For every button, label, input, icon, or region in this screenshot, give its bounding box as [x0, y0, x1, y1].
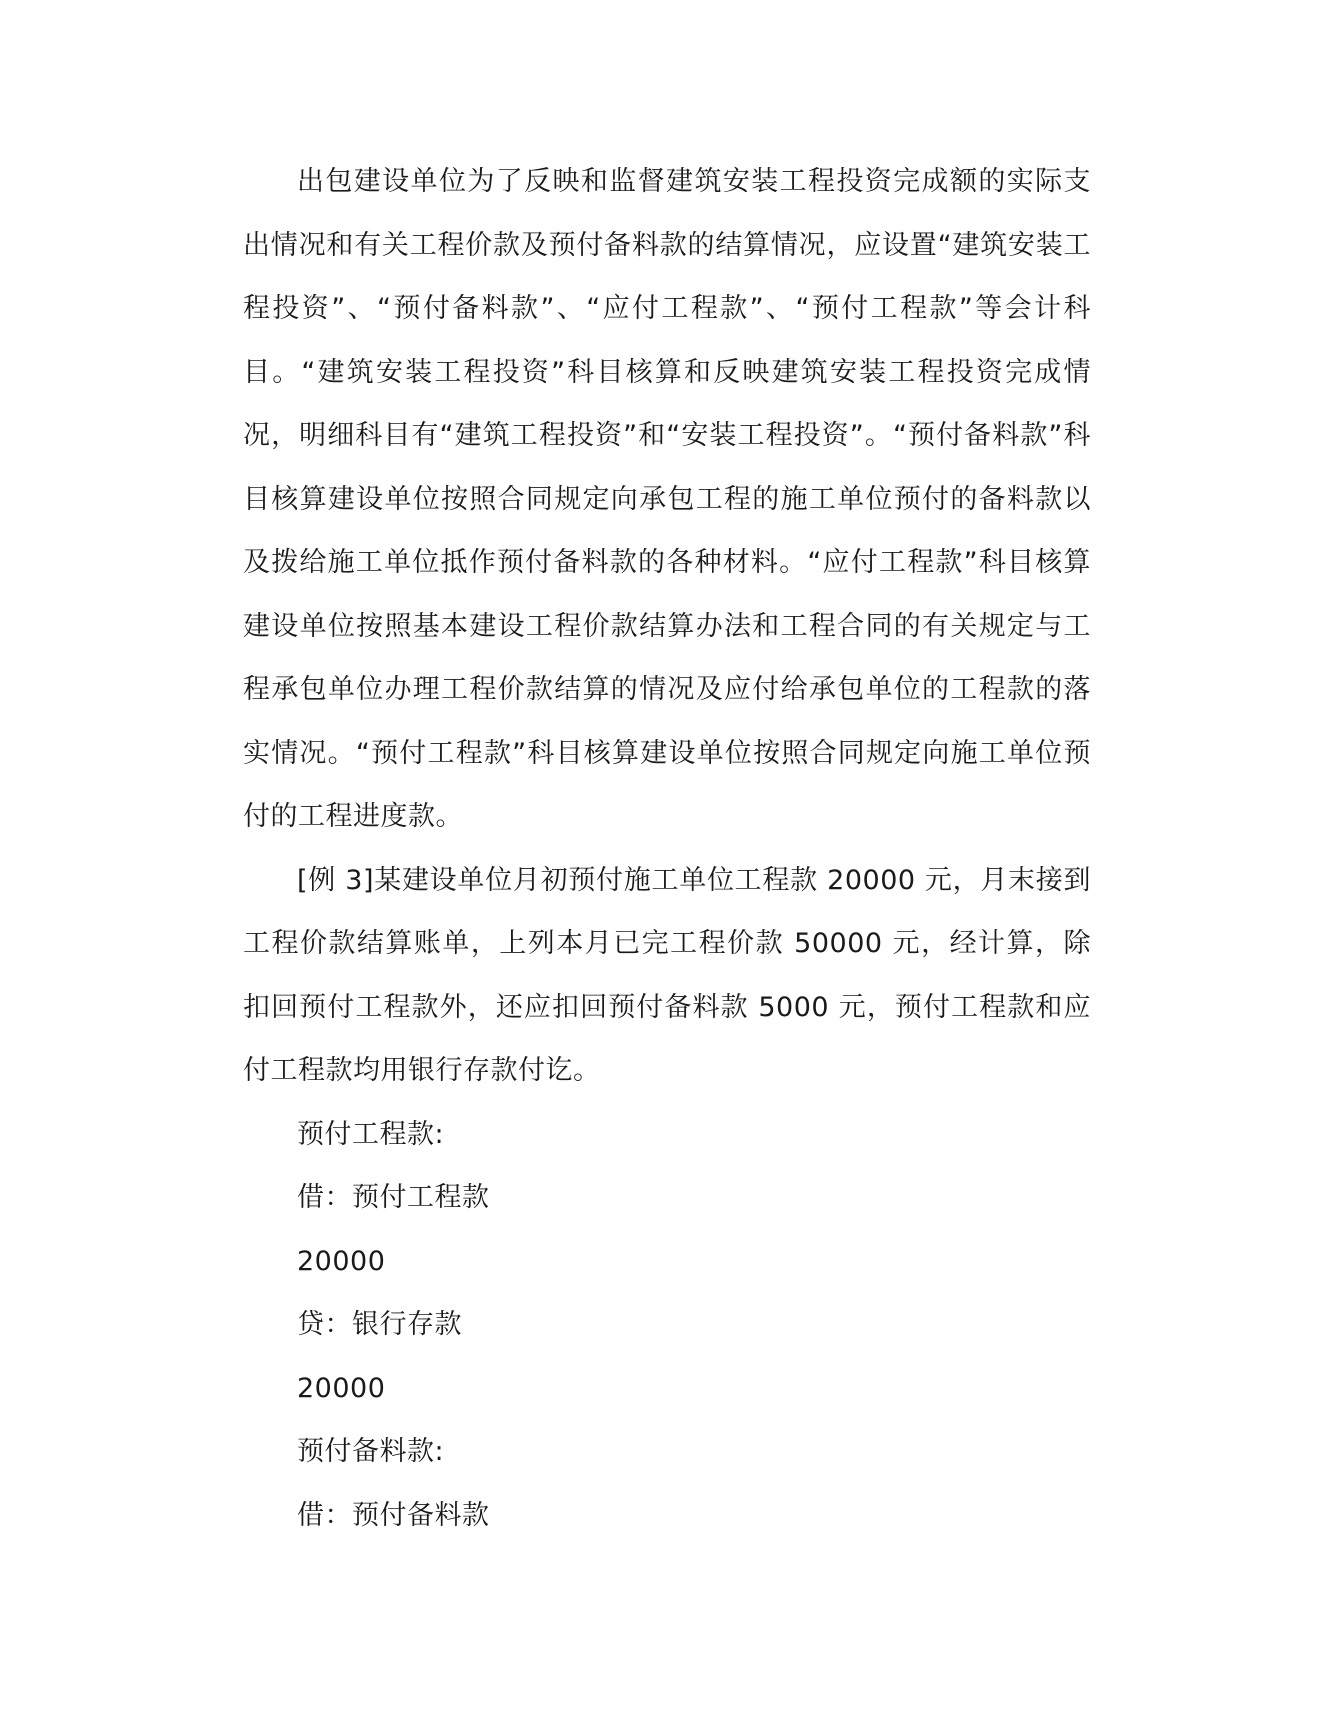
entry-heading-prepaid-project: 预付工程款:	[297, 1118, 445, 1150]
entry-amount-debit: 20000	[297, 1245, 386, 1277]
entry-heading-prepaid-materials: 预付备料款:	[297, 1436, 445, 1467]
entry-amount-credit: 20000	[297, 1372, 386, 1404]
entry-debit-prepaid-materials: 借：预付备料款	[297, 1499, 490, 1531]
entry-credit-bank-deposit: 贷：银行存款	[297, 1309, 462, 1340]
example-paragraph: [例 3]某建设单位月初预付施工单位工程款 20000 元，月末接到工程价款结算账单，上列本月已完工程价款 50000 元，经计算，除扣回预付工程款外，还应扣回预付备料款 5000 元，预付工程款和应付工程款均用银行存款付讫。	[243, 864, 1091, 1086]
intro-paragraph: 出包建设单位为了反映和监督建筑安装工程投资完成额的实际支出情况和有关工程价款及预付备料款的结算情况，应设置“建筑安装工程投资”、“预付备料款”、“应付工程款”、“预付工程款”等会计科目。“建筑安装工程投资”科目核算和反映建筑安装工程投资完成情况，明细科目有“建筑工程投资”和“安装工程投资”。“预付备料款”科目核算建设单位按照合同规定向承包工程的施工单位预付的备料款以及拨给施工单位抵作预付备料款的各种材料。“应付工程款”科目核算建设单位按照基本建设工程价款结算办法和工程合同的有关规定与工程承包单位办理工程价款结算的情况及应付给承包单位的工程款的落实情况。“预付工程款”科目核算建设单位按照合同规定向施工单位预付的工程进度款。	[243, 166, 1091, 832]
document-body	[243, 150, 1091, 1547]
entry-debit-prepaid-project: 借：预付工程款	[297, 1182, 490, 1213]
